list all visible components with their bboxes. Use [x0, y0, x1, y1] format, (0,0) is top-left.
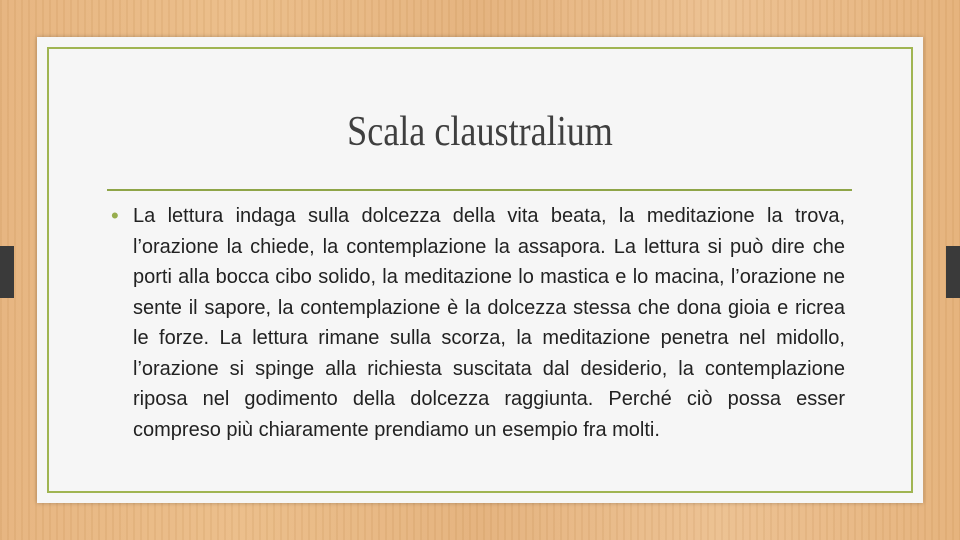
slide-title: Scala claustralium — [347, 109, 613, 155]
right-side-tab — [946, 246, 960, 298]
bullet-marker: • — [111, 203, 119, 228]
bullet-text: La lettura indaga sulla dolcezza della vita beata, la meditazione la trova, l’orazione la chiede, la contemplazione la assapora. La lettura si può dire che porti alla bocca cibo solido, la meditazione lo mastica e lo macina, l’orazione ne sente il sapore, la contemplazione è la dolcezza stessa che dona gioia e ricrea le forze. La lettura rimane sulla scorza, la meditazione penetra nel midollo, l’orazione si spinge alla richiesta suscitata dal desiderio, la contemplazione riposa nel godimento della dolcezza raggiunta. Perché ciò possa esser compreso più chiaramente prendiamo un esempio fra molti. — [133, 205, 845, 441]
bullet-list — [111, 201, 845, 445]
bullet-item — [111, 201, 845, 445]
title-divider — [107, 189, 852, 191]
left-side-tab — [0, 246, 14, 298]
